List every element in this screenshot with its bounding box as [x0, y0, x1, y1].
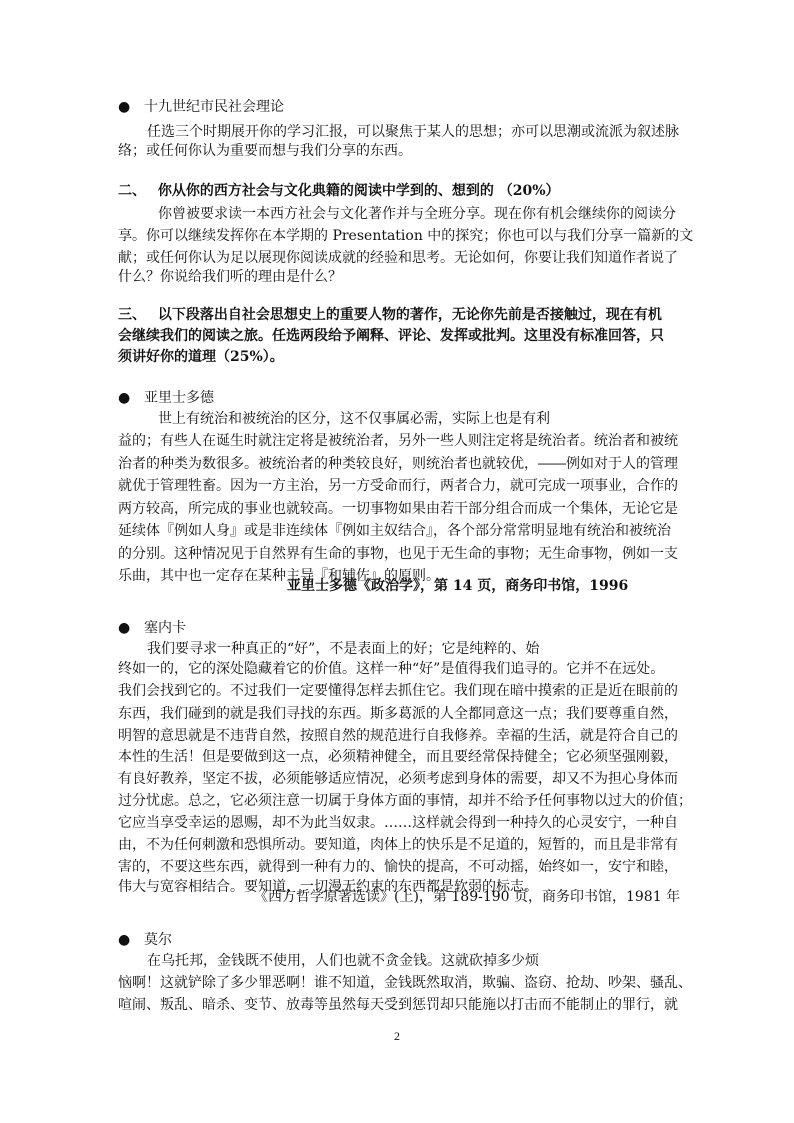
paragraph-line: 任选三个时期展开你的学习汇报，可以聚焦于某人的思想；亦可以思潮或流派为叙述脉: [147, 124, 679, 140]
section-heading-2: 二、 你从你的西方社会与文化典籍的阅读中学到的、想到的 （20%）: [118, 183, 560, 199]
bullet-icon: ●: [118, 932, 131, 948]
quote-line: 世上有统治和被统治的区分，这不仅事属必需，实际上也是有利: [158, 411, 550, 427]
quote-line: 害的，不要这些东西，就得到一种有力的、愉快的提高，不可动摇，始终如一，安宁和睦，: [118, 859, 678, 875]
quote-line: 由，不为任何刺激和恐惧所动。要知道，肉体上的快乐是不足道的，短暂的，而且是非常有: [118, 837, 678, 853]
bullet-icon: ●: [118, 99, 131, 115]
quote-line: 明智的意思就是不违背自然，按照自然的规范进行自我修养。幸福的生活，就是符合自己的: [118, 728, 678, 744]
page-number: 2: [394, 1029, 400, 1043]
quote-line: 我们会找到它的。不过我们一定要懂得怎样去抓住它。我们现在暗中摸索的正是近在眼前的: [118, 683, 678, 699]
paragraph-line: 络；或任何你认为重要而想与我们分享的东西。: [118, 143, 412, 159]
quote-line: 本性的生活！但是要做到这一点，必须精神健全，而且要经常保持健全；它必须坚强刚毅，: [118, 749, 678, 765]
section-heading-3-line3: 须讲好你的道理（25%）。: [118, 349, 284, 365]
quote-line: 东西，我们碰到的就是我们寻找的东西。斯多葛派的人全都同意这一点；我们要尊重自然，: [118, 706, 678, 722]
quote-line: 终如一的，它的深处隐藏着它的价值。这样一种“好”是值得我们追寻的。它并不在远处。: [118, 661, 665, 677]
paragraph-line: 你曾被要求读一本西方社会与文化著作并与全班分享。现在你有机会继续你的阅读分: [158, 206, 676, 222]
bullet-item-civil-society: [118, 98, 284, 116]
quote-line: 它应当享受幸运的恩赐，却不为此当奴隶。……这样就会得到一种持久的心灵安宁，一种自: [118, 815, 678, 831]
bullet-text: 亚里士多德: [144, 390, 214, 406]
quote-line: 在乌托邦，金钱既不使用，人们也就不贪金钱。这就砍掉多少烦: [147, 953, 539, 969]
paragraph-line: 享。你可以继续发挥你在本学期的 Presentation 中的探究；你也可以与我们分享一篇新的文: [118, 228, 694, 244]
quote-line: 的分别。这种情况见于自然界有生命的事物，也见于无生命的事物；无生命事物，例如一支: [118, 546, 678, 562]
quote-line: 乐曲，其中也一定存在某种主导『和辅佐』的原则。: [118, 568, 440, 584]
bullet-text: 塞内卡: [144, 620, 186, 636]
quote-line: 喧闹、叛乱、暗杀、变节、放毒等虽然每天受到惩罚却只能施以打击而不能制止的罪行，就: [118, 997, 678, 1013]
quote-line: 恼啊！这就铲除了多少罪恶啊！谁不知道，金钱既然取消，欺骗、盗窃、抢劫、吵架、骚乱、: [118, 975, 692, 991]
bullet-item-more: [118, 931, 172, 949]
citation-aristotle: 亚里士多德《政治学》，第 14 页，商务印书馆，1996: [287, 578, 629, 594]
paragraph-line: 什么？你说给我们听的理由是什么？: [118, 269, 342, 285]
quote-line: 延续体『例如人身』或是非连续体『例如主奴结合』，各个部分常常明显地有统治和被统治: [118, 523, 671, 539]
paragraph-line: 献；或任何你认为足以展现你阅读成就的经验和思考。无论如何，你要让我们知道作者说了: [118, 250, 678, 266]
quote-line: 过分忧虑。总之，它必须注意一切属于身体方面的事情，却并不给予任何事物以过大的价值；: [118, 793, 692, 809]
quote-line: 益的；有些人在诞生时就注定将是被统治者，另外一些人则注定将是统治者。统治者和被统: [118, 433, 678, 449]
section-heading-3-line1: 三、 以下段落出自社会思想史上的重要人物的著作，无论你先前是否接触过，现在有机: [118, 307, 662, 323]
bullet-icon: ●: [118, 620, 131, 636]
quote-line: 伟大与宽容相结合。要知道，一切漫无约束的东西都是软弱的标志。: [118, 879, 538, 895]
bullet-item-seneca: [118, 619, 186, 637]
quote-line: 有良好教养，坚定不拔，必须能够适应情况，必须考虑到身体的需要，却又不为担心身体而: [118, 771, 678, 787]
quote-line: 就优于管理牲畜。因为一方主治，另一方受命而行，两者合力，就可完成一项事业，合作的: [118, 478, 678, 494]
quote-line: 我们要寻求一种真正的“好”，不是表面上的好；它是纯粹的、始: [147, 641, 540, 657]
section-heading-3-line2: 会继续我们的阅读之旅。任选两段给予阐释、评论、发挥或批判。这里没有标准回答，只: [118, 328, 664, 344]
quote-line: 两方较高，所完成的事业也就较高。一切事物如果由若干部分组合而成一个集体，无论它是: [118, 501, 678, 517]
quote-line: 治者的种类为数很多。被统治者的种类较良好，则统治者也就较优，――例如对于人的管理: [118, 456, 678, 472]
bullet-text: 十九世纪市民社会理论: [144, 99, 284, 115]
bullet-icon: ●: [118, 390, 131, 406]
citation-seneca: 《西方哲学原著选读》(上)，第 189-190 页，商务印书馆，1981 年: [254, 889, 681, 905]
bullet-text: 莫尔: [144, 932, 172, 948]
bullet-item-aristotle: [118, 389, 214, 407]
